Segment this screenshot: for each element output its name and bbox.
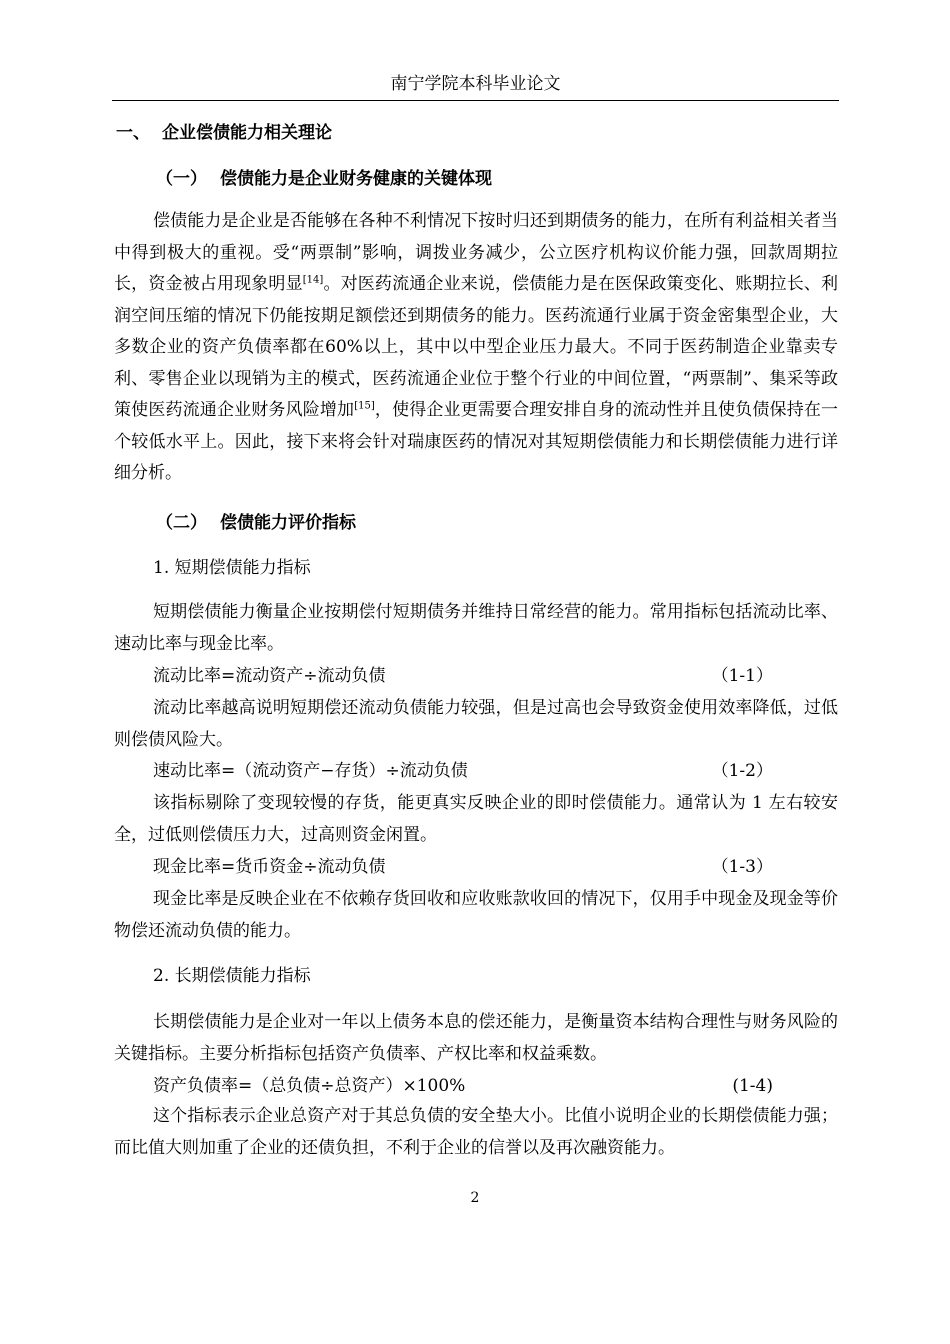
page-number: 2 — [470, 1190, 480, 1206]
paragraph-4: 该指标剔除了变现较慢的存货，能更真实反映企业的即时偿债能力。通常认为 1 左右较安全，过低则偿债压力大，过高则资金闲置。 — [114, 793, 838, 845]
formula-number: (1-4) — [732, 1076, 773, 1096]
paragraph-5: 现金比率是反映企业在不依赖存货回收和应收账款收回的情况下，仅用手中现金及现金等价物偿还流动负债的能力。 — [114, 889, 838, 941]
section-heading — [116, 120, 332, 146]
citation-14: [14] — [302, 274, 324, 286]
page-header: 南宁学院本科毕业论文 — [390, 74, 561, 94]
section-title: 企业偿债能力相关理论 — [162, 123, 332, 143]
formula-expression: 资产负债率=（总负债÷总资产）×100% — [153, 1076, 466, 1096]
paragraph-6: 长期偿债能力是企业对一年以上债务本息的偿还能力，是衡量资本结构合理性与财务风险的关键指标。主要分析指标包括资产负债率、产权比率和权益乘数。 — [114, 1012, 838, 1064]
paragraph-2: 短期偿债能力衡量企业按期偿付短期债务并维持日常经营的能力。常用指标包括流动比率、速动比率与现金比率。 — [114, 602, 838, 654]
item-heading-1: 1. 短期偿债能力指标 — [153, 558, 311, 578]
section-number: 一、 — [116, 123, 150, 143]
subsection-number: （二） — [156, 513, 207, 533]
paragraph-text: 偿债能力是企业是否能够在各种不利情况下按时归还到期债务的能力，在所有利益相关者当中得到极大的重视。受“两票制”影响，调拨业务减少，公立医疗机构议价能力强，回款周期拉长，资金被占用现象明显 — [114, 211, 838, 294]
citation-15: [15] — [354, 400, 375, 412]
paragraph-text: 。对医药流通企业来说，偿债能力是在医保政策变化、账期拉长、利润空间压缩的情况下仍能按期足额偿还到期债务的能力。医药流通行业属于资金密集型企业，大多数企业的资产负债率都在60%以上，其中以中型企业压力最大。不同于医药制造企业靠卖专利、零售企业以现销为主的模式，医药流通企业位于整个行业的中间位置，“两票制”、集采等政策使医药流通企业财务风险增加 — [114, 274, 839, 420]
paragraph-7: 这个指标表示企业总资产对于其总负债的安全垫大小。比值小说明企业的长期偿债能力强；而比值大则加重了企业的还债负担，不利于企业的信誉以及再次融资能力。 — [114, 1106, 838, 1158]
subsection-heading-2 — [156, 510, 356, 536]
paragraph-1 — [114, 206, 838, 490]
item-heading-2: 2. 长期偿债能力指标 — [153, 966, 311, 986]
formula-expression: 流动比率=流动资产÷流动负债 — [153, 666, 386, 686]
subsection-number: （一） — [156, 169, 207, 189]
formula-expression: 现金比率=货币资金÷流动负债 — [153, 857, 386, 877]
subsection-title: 偿债能力是企业财务健康的关键体现 — [220, 169, 492, 189]
formula-number: （1-3） — [711, 857, 773, 877]
formula-expression: 速动比率=（流动资产−存货）÷流动负债 — [153, 761, 468, 781]
subsection-title: 偿债能力评价指标 — [220, 513, 356, 533]
header-rule — [112, 100, 839, 101]
formula-number: （1-1） — [711, 666, 773, 686]
formula-number: （1-2） — [711, 761, 773, 781]
subsection-heading-1 — [156, 166, 492, 192]
paragraph-text: ，使得企业更需要合理安排自身的流动性并且使负债保持在一个较低水平上。因此，接下来将会针对瑞康医药的情况对其短期偿债能力和长期偿债能力进行详细分析。 — [114, 400, 839, 483]
paragraph-3: 流动比率越高说明短期偿还流动负债能力较强，但是过高也会导致资金使用效率降低，过低则偿债风险大。 — [114, 698, 838, 750]
